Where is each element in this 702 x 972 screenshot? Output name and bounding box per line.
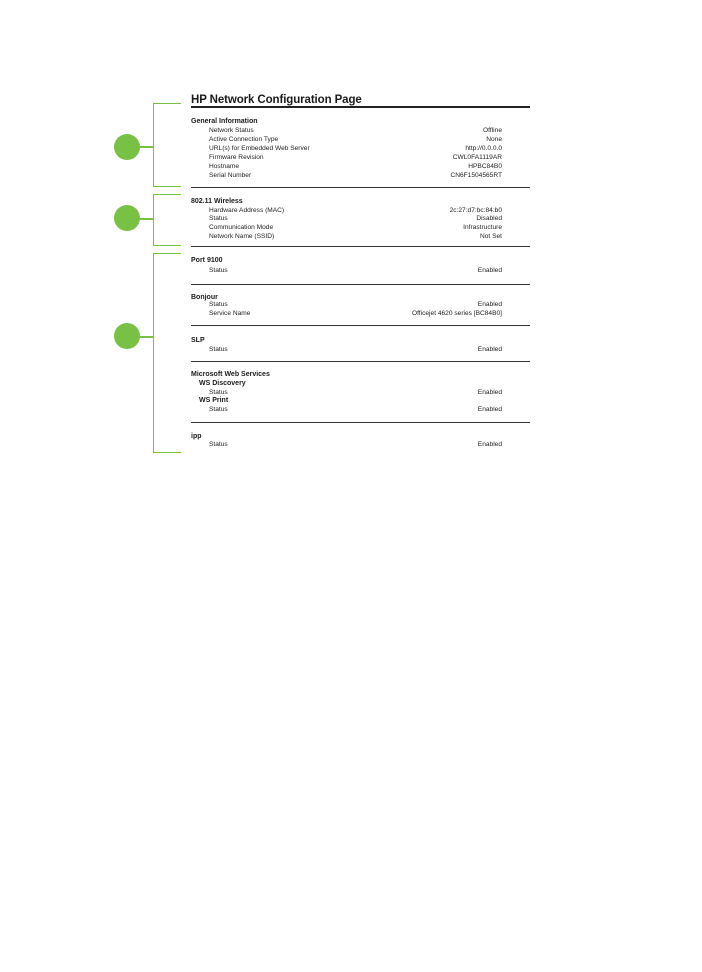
row-label: Network Status	[209, 127, 254, 134]
subheading-ws-print: WS Print	[199, 397, 229, 404]
callout-tick-general	[140, 146, 154, 148]
page-title: HP Network Configuration Page	[191, 94, 362, 106]
row-label: Communication Mode	[209, 224, 274, 231]
section-divider	[191, 325, 530, 326]
callout-bracket-general	[153, 103, 181, 187]
row-label: Status	[209, 441, 228, 448]
row-value: Not Set	[480, 233, 502, 240]
subheading-ws-discovery: WS Discovery	[199, 380, 246, 387]
row-value: Officejet 4620 series [BC84B0]	[411, 310, 502, 317]
row-label: Network Name (SSID)	[209, 233, 275, 240]
section-divider	[191, 361, 530, 362]
row-value: http://0.0.0.0	[465, 145, 502, 152]
row-label: Status	[209, 406, 228, 413]
row-label: URL(s) for Embedded Web Server	[209, 145, 310, 152]
row-label: Active Connection Type	[209, 136, 279, 143]
row-label: Status	[209, 389, 228, 396]
row-label: Status	[209, 301, 228, 308]
row-label: Status	[209, 267, 228, 274]
section-heading-slp: SLP	[191, 337, 205, 344]
callout-circle-services	[114, 323, 140, 349]
section-heading-port9100: Port 9100	[191, 257, 223, 264]
section-heading-wireless: 802.11 Wireless	[191, 198, 243, 205]
row-value: Enabled	[477, 346, 502, 353]
section-heading-bonjour: Bonjour	[191, 294, 218, 301]
row-label: Firmware Revision	[209, 154, 264, 161]
row-label: Hardware Address (MAC)	[209, 207, 285, 214]
row-value: HPBC84B0	[468, 163, 502, 170]
row-value: Infrastructure	[463, 224, 502, 231]
section-heading-mws: Microsoft Web Services	[191, 371, 270, 378]
row-value: Enabled	[477, 389, 502, 396]
callout-circle-general	[114, 134, 140, 160]
row-value: None	[486, 136, 502, 143]
row-value: CWL0FA1119AR	[452, 154, 502, 161]
row-label: Serial Number	[209, 172, 252, 179]
row-label: Status	[209, 215, 228, 222]
callout-bracket-wireless	[153, 194, 181, 246]
row-value: CN6F1504565RT	[450, 172, 502, 179]
row-label: Status	[209, 346, 228, 353]
callout-tick-wireless	[140, 218, 154, 220]
row-value: Enabled	[477, 441, 502, 448]
row-value: Enabled	[477, 406, 502, 413]
section-divider	[191, 246, 530, 247]
section-heading-general: General Information	[191, 118, 258, 125]
row-value: Enabled	[477, 301, 502, 308]
row-value: Offline	[483, 127, 502, 134]
section-divider	[191, 422, 530, 423]
row-value: 2c:27:d7:bc:84:b0	[449, 207, 502, 214]
row-value: Enabled	[477, 267, 502, 274]
title-rule	[191, 106, 530, 108]
row-label: Hostname	[209, 163, 240, 170]
section-divider	[191, 187, 530, 188]
callout-circle-wireless	[114, 205, 140, 231]
callout-tick-services	[140, 336, 154, 338]
section-heading-ipp: ipp	[191, 433, 202, 440]
row-value: Disabled	[476, 215, 502, 222]
section-divider	[191, 284, 530, 285]
callout-bracket-services	[153, 253, 181, 453]
row-label: Service Name	[209, 310, 251, 317]
